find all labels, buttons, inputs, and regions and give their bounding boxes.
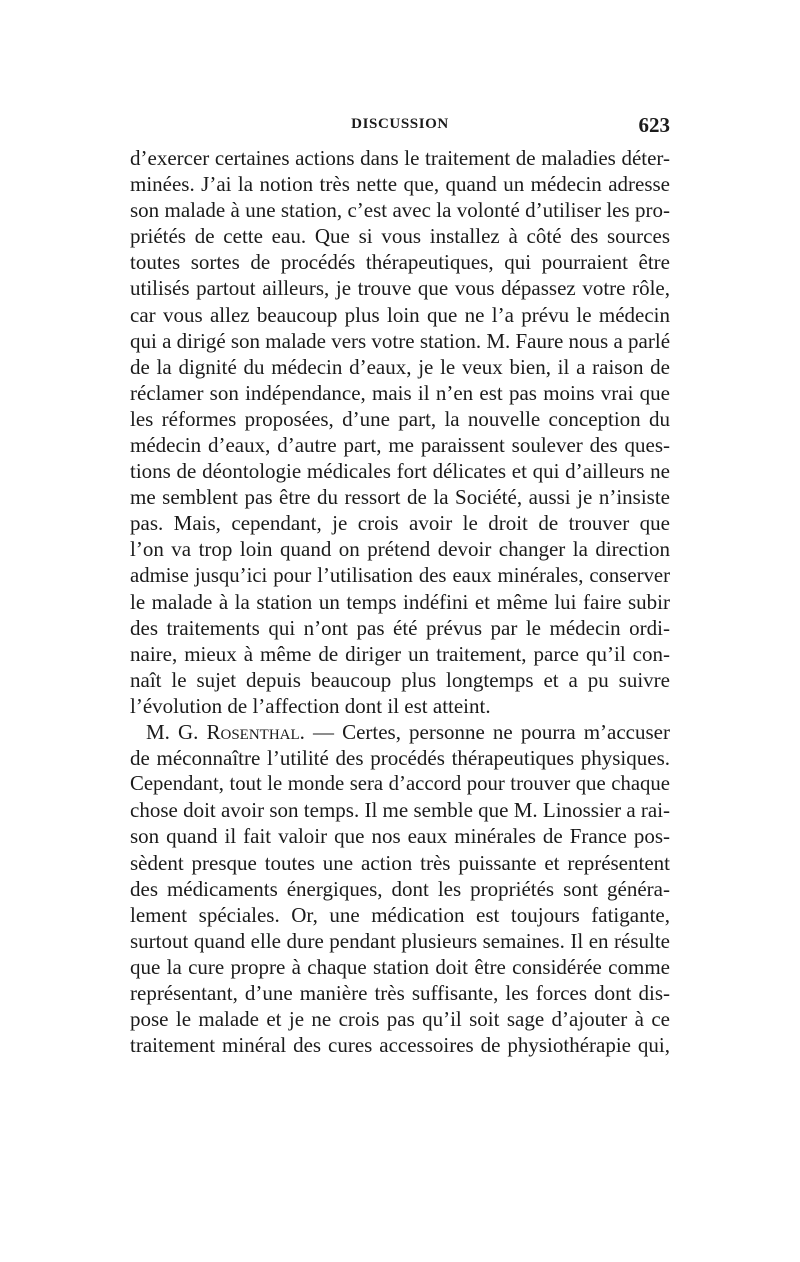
text-line: le malade à la station un temps indéfini et même lui faire subir <box>130 589 670 614</box>
text-line: des traitements qui n’ont pas été prévus par le médecin ordi- <box>130 615 670 640</box>
text-line: son quand il fait valoir que nos eaux minérales de France pos- <box>130 824 670 849</box>
text-line: représentant, d’une manière très suffisante, les forces dont dis- <box>130 981 670 1005</box>
text-line: surtout quand elle dure pendant plusieurs semaines. Il en résulte <box>130 928 670 953</box>
text-line: Cependant, tout le monde sera d’accord pour trouver que chaque <box>130 773 670 796</box>
text-line: réclamer son indépendance, mais il n’en est pas moins vrai que <box>130 380 670 405</box>
paragraph-1 <box>130 145 670 719</box>
speaker-line <box>130 719 670 745</box>
text-line: tions de déontologie médicales fort délicates et qui d’ailleurs ne <box>130 459 670 484</box>
text-line: l’évolution de l’affection dont il est atteint. <box>130 693 491 718</box>
running-title: DISCUSSION <box>351 116 449 132</box>
text-line: son malade à une station, c’est avec la volonté d’utiliser les pro- <box>130 198 670 223</box>
text-line: l’on va trop loin quand on prétend devoir changer la direction <box>130 537 670 562</box>
body-text <box>130 145 670 1058</box>
text-line: pas. Mais, cependant, je crois avoir le droit de trouver que <box>130 511 670 536</box>
text-line: utilisés partout ailleurs, je trouve que vous dépassez votre rôle, <box>130 276 670 301</box>
speaker-line-rest: — Certes, personne ne pourra m’accuser <box>304 720 670 745</box>
text-line: toutes sortes de procédés thérapeutiques, qui pourraient être <box>130 250 670 275</box>
text-line: me semblent pas être du ressort de la Société, aussi je n’insiste <box>130 485 670 510</box>
text-line: médecin d’eaux, d’autre part, me paraissent soulever des ques- <box>130 433 670 458</box>
text-line: naît le sujet depuis beaucoup plus longtemps et a pu suivre <box>130 667 670 692</box>
text-line: lement spéciales. Or, une médication est toujours fatigante, <box>130 902 670 927</box>
speaker-prefix: M. G. <box>146 720 207 745</box>
text-line: de la dignité du médecin d’eaux, je le veux bien, il a raison de <box>130 354 670 379</box>
text-line: chose doit avoir son temps. Il me semble que M. Linossier a rai- <box>130 798 671 823</box>
text-line: pose le malade et je ne crois pas qu’il soit sage d’ajouter à ce <box>130 1007 670 1032</box>
text-line: d’exercer certaines actions dans le traitement de maladies déter- <box>130 146 670 170</box>
text-line: que la cure propre à chaque station doit être considérée comme <box>130 954 670 979</box>
text-line: sèdent presque toutes une action très puissante et représentent <box>130 850 670 875</box>
speaker-name: Rosenthal. <box>206 720 305 745</box>
page-number: 623 <box>638 113 670 137</box>
text-line: de méconnaître l’utilité des procédés thérapeutiques physiques. <box>130 746 670 771</box>
text-line: minées. J’ai la notion très nette que, quand un médecin adresse <box>130 172 670 197</box>
paragraph-2 <box>130 719 670 1058</box>
text-line: naire, mieux à même de diriger un traitement, parce qu’il con- <box>130 641 670 666</box>
text-line: priétés de cette eau. Que si vous installez à côté des sources <box>130 224 670 249</box>
text-line: qui a dirigé son malade vers votre station. M. Faure nous a parlé <box>130 328 671 353</box>
text-line: car vous allez beaucoup plus loin que ne l’a prévu le médecin <box>130 302 670 327</box>
text-line: des médicaments énergiques, dont les propriétés sont généra- <box>130 876 670 901</box>
page-header <box>130 113 670 140</box>
text-line: admise jusqu’ici pour l’utilisation des eaux minérales, conserver <box>130 564 670 587</box>
text-line: les réformes proposées, d’une part, la nouvelle conception du <box>130 406 670 431</box>
text-line: traitement minéral des cures accessoires de physiothérapie qui, <box>130 1033 670 1058</box>
